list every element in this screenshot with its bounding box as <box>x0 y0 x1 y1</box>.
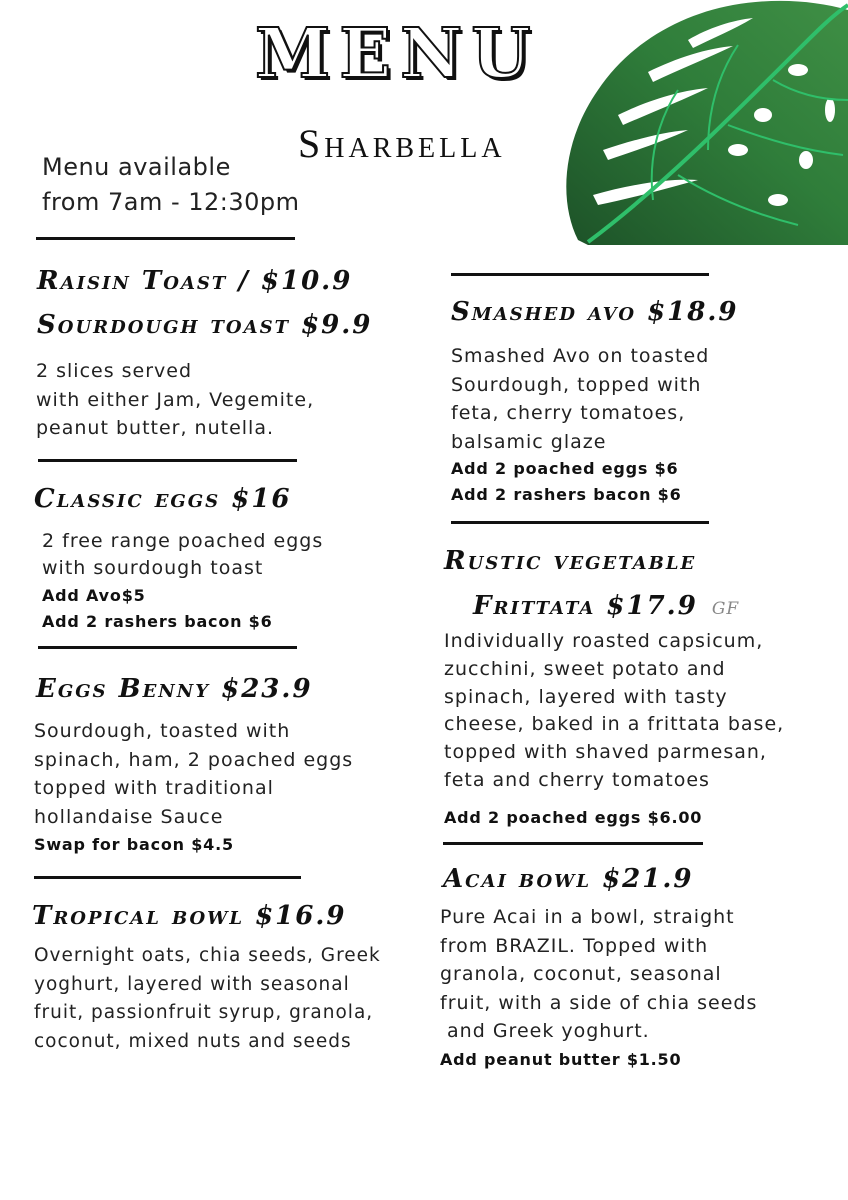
divider <box>36 237 295 240</box>
item-addons-classic-eggs: Add Avo$5 Add 2 rashers bacon $6 <box>42 586 273 631</box>
item-heading-smashed-avo: Smashed avo $18.9 <box>451 297 739 327</box>
item-addons-frittata: Add 2 poached eggs $6.00 <box>444 808 703 827</box>
item-description-frittata: Individually roasted capsicum, zucchini, sweet potato and spinach, layered with tasty cheese, baked in a frittata base, topped with shaved parmesan, feta and cherry tomatoes <box>444 630 785 791</box>
item-heading-acai-bowl: Acai bowl $21.9 <box>443 864 694 894</box>
divider <box>34 876 301 879</box>
item-heading-classic-eggs: Classic eggs $16 <box>34 484 292 514</box>
item-heading-sourdough-toast: Sourdough toast $9.9 <box>37 310 373 340</box>
item-addons-eggs-benny: Swap for bacon $4.5 <box>34 835 234 854</box>
item-description-smashed-avo: Smashed Avo on toasted Sourdough, topped with feta, cherry tomatoes, balsamic glaze <box>451 345 710 453</box>
item-addons-acai-bowl: Add peanut butter $1.50 <box>440 1050 682 1069</box>
item-addons-smashed-avo: Add 2 poached eggs $6 Add 2 rashers bacon $6 <box>451 459 682 504</box>
frittata-price-heading: Frittata $17.9 <box>473 591 698 621</box>
availability-line: from 7am - 12:30pm <box>42 188 300 216</box>
monstera-leaf-icon <box>558 0 848 245</box>
item-heading-raisin-toast: Raisin Toast / $10.9 <box>37 266 353 296</box>
item-description-toast: 2 slices served with either Jam, Vegemite, peanut butter, nutella. <box>36 360 315 439</box>
divider <box>38 646 297 649</box>
item-description-tropical-bowl: Overnight oats, chia seeds, Greek yoghurt, layered with seasonal fruit, passionfruit syrup, granola, coconut, mixed nuts and seeds <box>34 945 381 1052</box>
item-heading-rustic-vegetable: Rustic vegetable <box>444 546 697 576</box>
item-description-acai-bowl: Pure Acai in a bowl, straight from BRAZIL. Topped with granola, coconut, seasonal fruit, with a side of chia seeds and Greek yoghurt. <box>440 906 758 1042</box>
item-heading-eggs-benny: Eggs Benny $23.9 <box>36 674 313 704</box>
item-heading-frittata <box>473 593 739 619</box>
item-description-eggs-benny: Sourdough, toasted with spinach, ham, 2 poached eggs topped with traditional hollandaise Sauce <box>34 720 354 828</box>
availability-line: Menu available <box>42 153 231 181</box>
item-description-classic-eggs: 2 free range poached eggs with sourdough toast <box>42 530 324 579</box>
availability-text <box>42 150 300 220</box>
divider <box>38 459 297 462</box>
item-heading-tropical-bowl: Tropical bowl $16.9 <box>32 901 347 931</box>
divider <box>451 521 709 524</box>
divider <box>451 273 709 276</box>
divider <box>443 842 703 845</box>
menu-title: MENU <box>255 14 540 94</box>
restaurant-name: Sharbella <box>298 121 506 166</box>
gluten-free-tag: GF <box>711 599 740 619</box>
